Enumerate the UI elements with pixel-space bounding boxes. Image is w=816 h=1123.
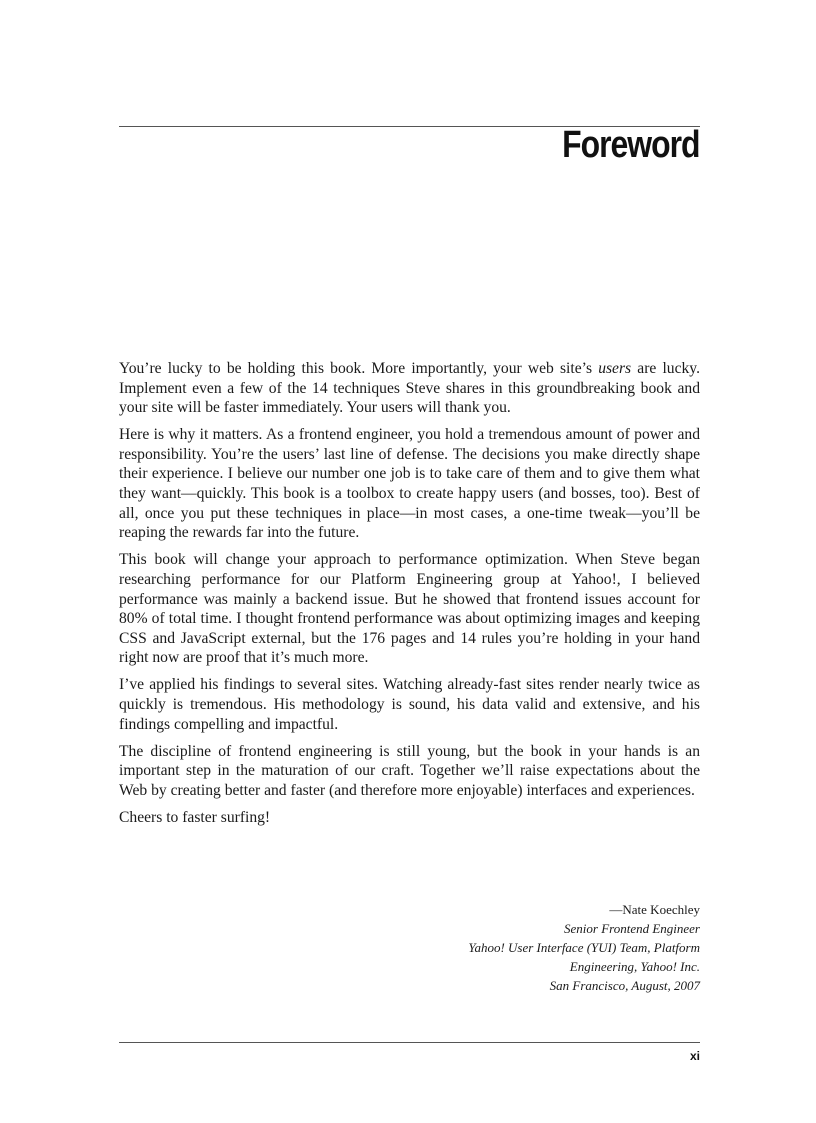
signature-title: Senior Frontend Engineer <box>564 921 700 936</box>
paragraph-2: Here is why it matters. As a frontend engineer, you hold a tremendous amount of power and responsibility. You’re the users’ last line of defense. The decisions you make directly shape their experience. I believe our number one job is to take care of them and to give them what they want—quickly. This book is a toolbox to create happy users (and bosses, too). Best of all, once you put these techniques in place—in most cases, a one-time tweak—you’ll be reaping the rewards far into the future. <box>119 426 700 542</box>
chapter-title: Foreword <box>562 124 700 166</box>
footer-rule <box>119 1042 700 1043</box>
signature-team-line-1: Yahoo! User Interface (YUI) Team, Platform <box>468 940 700 955</box>
paragraph-6: Cheers to faster surfing! <box>119 808 271 826</box>
signature-name: —Nate Koechley <box>609 902 700 917</box>
paragraph-3: This book will change your approach to performance optimization. When Steve began researching performance for our Platform Engineering group at Yahoo!, I believed performance was mainly a backend issue. But he showed that frontend issues account for 80% of total time. I thought frontend performance was about optimizing images and keeping CSS and JavaScript external, but the 176 pages and 14 rules you’re holding in your hand right now are proof that it’s much more. <box>119 551 700 667</box>
paragraph-5: The discipline of frontend engineering is still young, but the book in your hands is an important step in the maturation of our craft. Together we’ll raise expectations about the Web by creating better and faster (and therefore more enjoyable) interfaces and experiences. <box>119 742 700 799</box>
emphasis-users: users <box>598 360 632 377</box>
foreword-body <box>119 359 700 835</box>
signature-place-date: San Francisco, August, 2007 <box>549 978 700 993</box>
page-number: xi <box>689 1049 700 1063</box>
paragraph-1: You’re lucky to be holding this book. More importantly, your web site’s users are lucky. Implement even a few of the 14 techniques Steve shares in this groundbreaking book and your site will be faster immediately. Your users will thank you. <box>119 360 700 417</box>
signature-block <box>468 900 700 995</box>
signature-team-line-2: Engineering, Yahoo! Inc. <box>569 959 700 974</box>
paragraph-4: I’ve applied his findings to several sites. Watching already-fast sites render nearly twice as quickly is tremendous. His methodology is sound, his data valid and extensive, and his findings compelling and impactful. <box>119 676 700 733</box>
